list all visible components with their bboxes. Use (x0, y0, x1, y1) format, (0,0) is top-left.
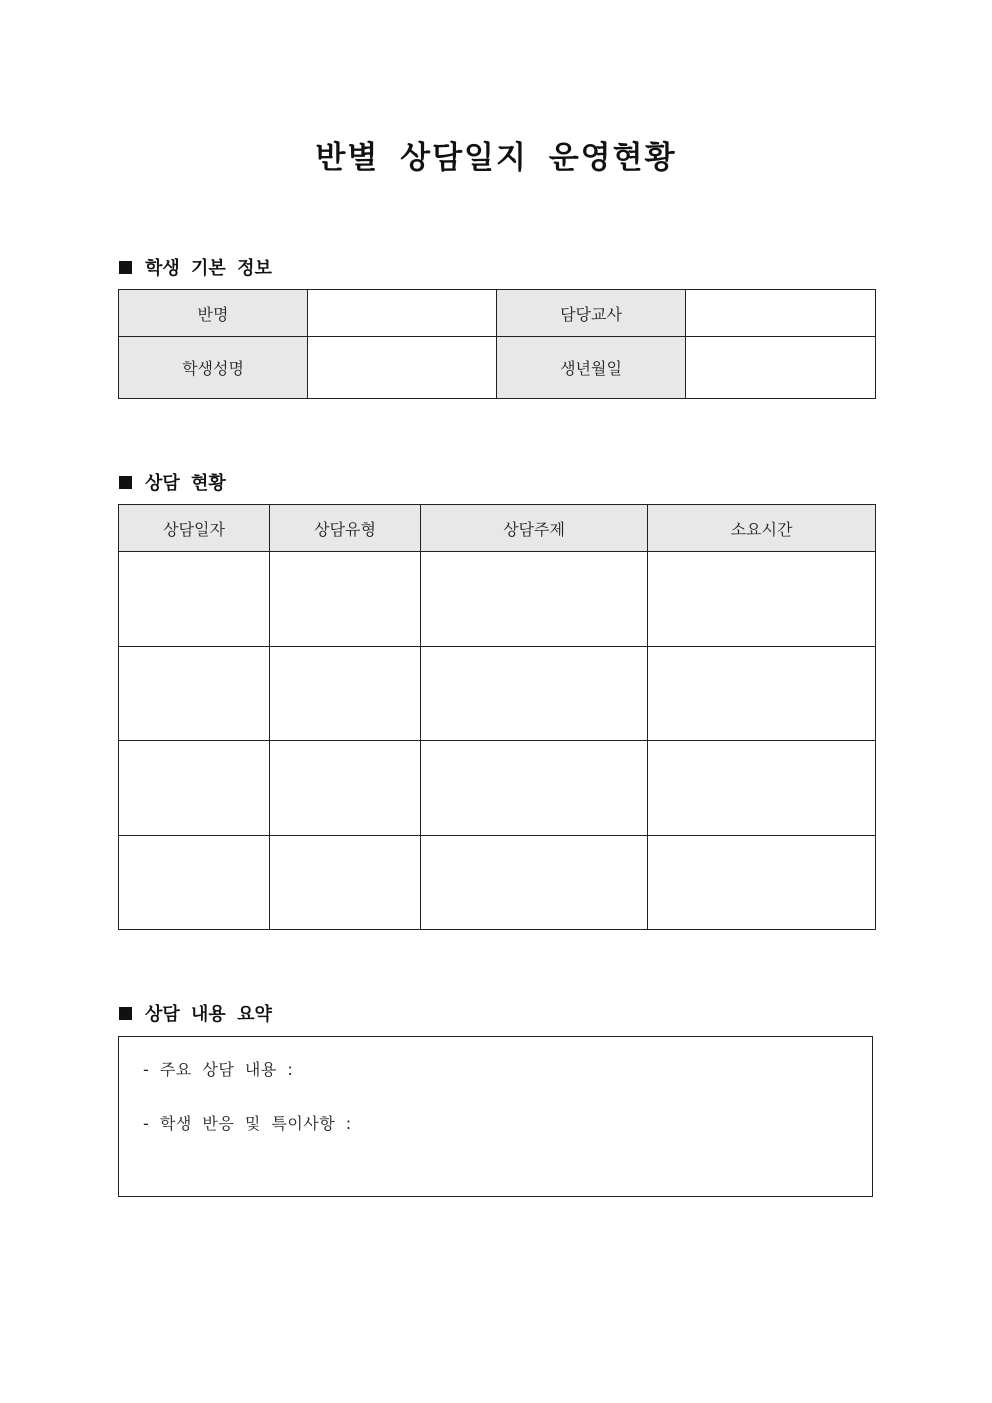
summary-heading (118, 1000, 272, 1026)
duration-cell[interactable] (648, 647, 876, 741)
square-bullet-icon (119, 261, 132, 274)
counseling-status-heading-text: 상담 현황 (145, 473, 226, 494)
topic-cell[interactable] (421, 741, 648, 836)
birthdate-field[interactable] (686, 337, 876, 399)
table-row (119, 552, 876, 647)
topic-cell[interactable] (421, 647, 648, 741)
teacher-field[interactable] (686, 290, 876, 337)
summary-heading-text: 상담 내용 요약 (145, 1004, 272, 1025)
duration-cell[interactable] (648, 836, 876, 930)
date-cell[interactable] (119, 741, 270, 836)
type-cell[interactable] (270, 647, 421, 741)
student-info-row (119, 337, 876, 399)
student-name-field[interactable] (308, 337, 497, 399)
main-content-line: - 주요 상담 내용 : (143, 1060, 294, 1079)
date-cell[interactable] (119, 647, 270, 741)
student-name-label: 학생성명 (119, 337, 308, 399)
type-cell[interactable] (270, 836, 421, 930)
square-bullet-icon (119, 476, 132, 489)
table-row (119, 836, 876, 930)
student-info-heading-text: 학생 기본 정보 (145, 258, 272, 279)
student-info-row (119, 290, 876, 337)
teacher-label: 담당교사 (497, 290, 686, 337)
table-row (119, 647, 876, 741)
summary-box[interactable] (118, 1036, 873, 1197)
birthdate-label: 생년월일 (497, 337, 686, 399)
duration-cell[interactable] (648, 741, 876, 836)
column-header-duration: 소요시간 (648, 505, 876, 552)
column-header-type: 상담유형 (270, 505, 421, 552)
counseling-header-row (119, 505, 876, 552)
table-row (119, 741, 876, 836)
student-response-line: - 학생 반응 및 특이사항 : (143, 1114, 352, 1133)
topic-cell[interactable] (421, 552, 648, 647)
duration-cell[interactable] (648, 552, 876, 647)
column-header-topic: 상담주제 (421, 505, 648, 552)
square-bullet-icon (119, 1007, 132, 1020)
student-info-heading (118, 254, 272, 280)
topic-cell[interactable] (421, 836, 648, 930)
column-header-date: 상담일자 (119, 505, 270, 552)
counseling-status-heading (118, 469, 226, 495)
date-cell[interactable] (119, 836, 270, 930)
type-cell[interactable] (270, 552, 421, 647)
student-info-table (118, 289, 876, 399)
class-name-field[interactable] (308, 290, 497, 337)
class-name-label: 반명 (119, 290, 308, 337)
type-cell[interactable] (270, 741, 421, 836)
page-title: 반별 상담일지 운영현황 (315, 140, 677, 176)
date-cell[interactable] (119, 552, 270, 647)
counseling-status-table (118, 504, 876, 930)
